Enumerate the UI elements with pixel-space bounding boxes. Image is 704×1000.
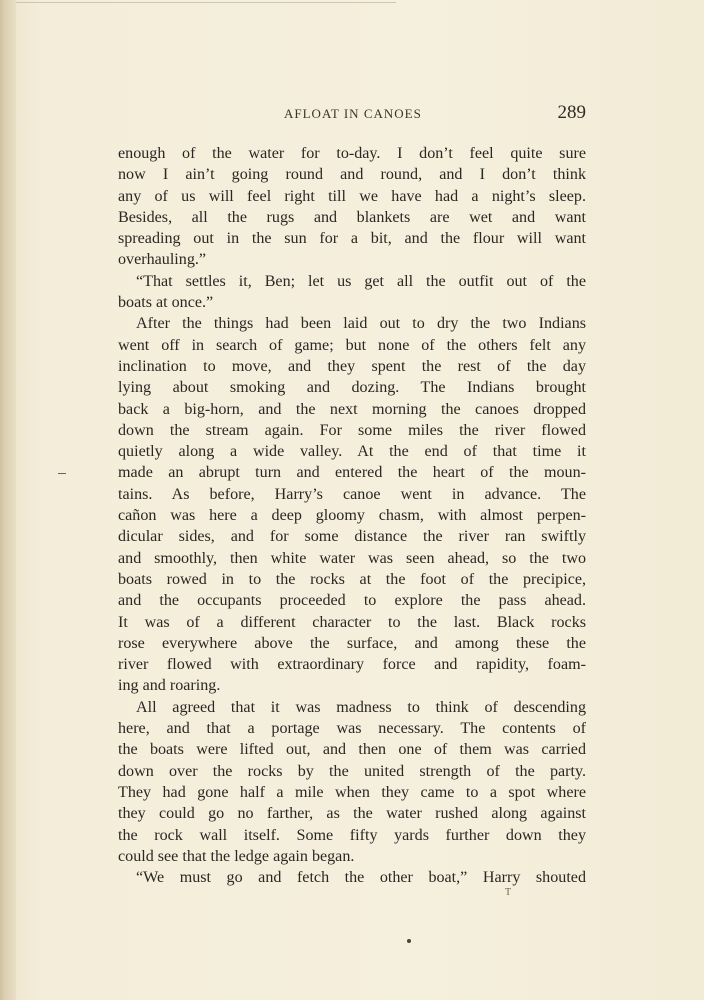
signature-mark: T xyxy=(505,887,512,898)
text-line: down over the rocks by the united strength of the party. xyxy=(118,762,586,780)
margin-mark xyxy=(58,473,66,474)
text-line: back a big-horn, and the next morning the canoes dropped xyxy=(118,400,586,418)
text-line: ing and roaring. xyxy=(118,677,221,695)
text-line: could see that the ledge again began. xyxy=(118,847,355,865)
text-line: the rock wall itself. Some fifty yards further down they xyxy=(118,826,586,844)
text-line: They had gone half a mile when they came to a spot where xyxy=(118,783,586,801)
top-edge-rule xyxy=(16,2,396,3)
text-line: boats at once.” xyxy=(118,294,214,312)
text-line: overhauling.” xyxy=(118,251,207,269)
text-line: dicular sides, and for some distance the river ran swiftly xyxy=(118,528,586,546)
page-number: 289 xyxy=(557,102,586,123)
text-line: “We must go and fetch the other boat,” Harry shouted xyxy=(136,869,586,887)
text-line: down the stream again. For some miles the river flowed xyxy=(118,421,586,439)
text-line: the boats were lifted out, and then one of them was carried xyxy=(118,741,586,759)
text-line: It was of a different character to the last. Black rocks xyxy=(118,613,586,631)
text-line: Besides, all the rugs and blankets are wet and want xyxy=(118,208,586,226)
text-line: now I ain’t going round and round, and I don’t think xyxy=(118,166,586,184)
text-line: and smoothly, then white water was seen ahead, so the two xyxy=(118,549,586,567)
text-line: and the occupants proceeded to explore the pass ahead. xyxy=(118,592,586,610)
page-gutter xyxy=(0,0,16,1000)
text-line: All agreed that it was madness to think of descending xyxy=(136,698,586,716)
text-line: After the things had been laid out to dry the two Indians xyxy=(136,315,586,333)
text-line: tains. As before, Harry’s canoe went in advance. The xyxy=(118,485,586,503)
text-line: made an abrupt turn and entered the heart of the moun- xyxy=(118,464,586,482)
running-title: AFLOAT IN CANOES xyxy=(284,106,422,121)
text-line: they could go no farther, as the water rushed along against xyxy=(118,805,586,823)
running-head xyxy=(118,104,586,126)
ink-speck xyxy=(407,939,411,943)
text-line: inclination to move, and they spent the rest of the day xyxy=(118,357,586,375)
text-line: boats rowed in to the rocks at the foot of the precipice, xyxy=(118,570,586,588)
text-line: lying about smoking and dozing. The Indians brought xyxy=(118,379,586,397)
text-line: went off in search of game; but none of the others felt any xyxy=(118,336,586,354)
text-line: here, and that a portage was necessary. The contents of xyxy=(118,720,586,738)
body-text xyxy=(118,143,586,888)
text-line: river flowed with extraordinary force and rapidity, foam- xyxy=(118,656,586,674)
text-line: spreading out in the sun for a bit, and the flour will want xyxy=(118,230,586,248)
text-line: rose everywhere above the surface, and among these the xyxy=(118,634,586,652)
text-line: “That settles it, Ben; let us get all the outfit out of the xyxy=(136,272,586,290)
text-line: any of us will feel right till we have had a night’s sleep. xyxy=(118,187,586,205)
text-line: enough of the water for to-day. I don’t feel quite sure xyxy=(118,145,586,162)
text-line: cañon was here a deep gloomy chasm, with almost perpen- xyxy=(118,507,586,525)
text-line: quietly along a wide valley. At the end of that time it xyxy=(118,443,586,461)
